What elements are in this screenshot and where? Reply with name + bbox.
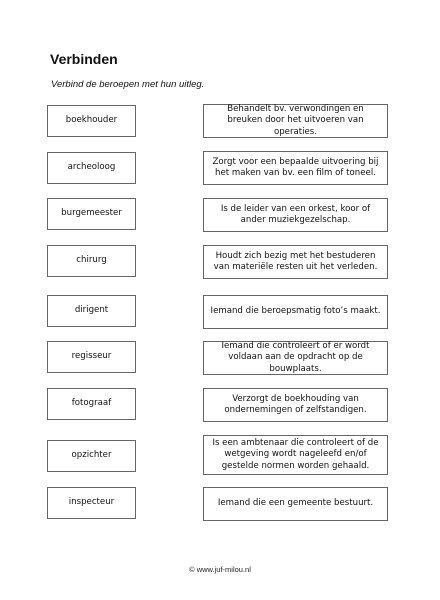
job-box: dirigent xyxy=(47,295,136,327)
job-box: boekhouder xyxy=(47,105,136,137)
instruction-text: Verbind de beroepen met hun uitleg. xyxy=(51,79,205,90)
job-box: opzichter xyxy=(47,440,136,472)
job-box: regisseur xyxy=(47,341,136,373)
definition-box: Verzorgt de boekhouding van ondernemingen of zelfstandigen. xyxy=(203,388,388,422)
definition-box: Iemand die controleert of er wordt voldaan aan de opdracht op de bouwplaats. xyxy=(203,341,388,375)
definition-box: Houdt zich bezig met het bestuderen van materiële resten uit het verleden. xyxy=(203,245,388,279)
page-title: Verbinden xyxy=(50,51,118,67)
job-box: burgemeester xyxy=(47,198,136,230)
job-box: archeoloog xyxy=(47,152,136,184)
job-box: inspecteur xyxy=(47,487,136,519)
definition-box: Is de leider van een orkest, koor of ander muziekgezelschap. xyxy=(203,198,388,232)
job-box: chirurg xyxy=(47,245,136,277)
definition-box: Zorgt voor een bepaalde uitvoering bij het maken van bv. een film of toneel. xyxy=(203,151,388,185)
definition-box: Iemand die een gemeente bestuurt. xyxy=(203,487,388,521)
copyright-footer: © www.juf-milou.nl xyxy=(189,565,251,574)
definition-box: Is een ambtenaar die controleert of de wetgeving wordt nageleefd en/of gestelde normen worden gehaald. xyxy=(203,435,388,475)
definition-box: Behandelt bv. verwondingen en breuken door het uitvoeren van operaties. xyxy=(203,104,388,138)
definition-box: Iemand die beroepsmatig foto’s maakt. xyxy=(203,295,388,329)
job-box: fotograaf xyxy=(47,388,136,420)
